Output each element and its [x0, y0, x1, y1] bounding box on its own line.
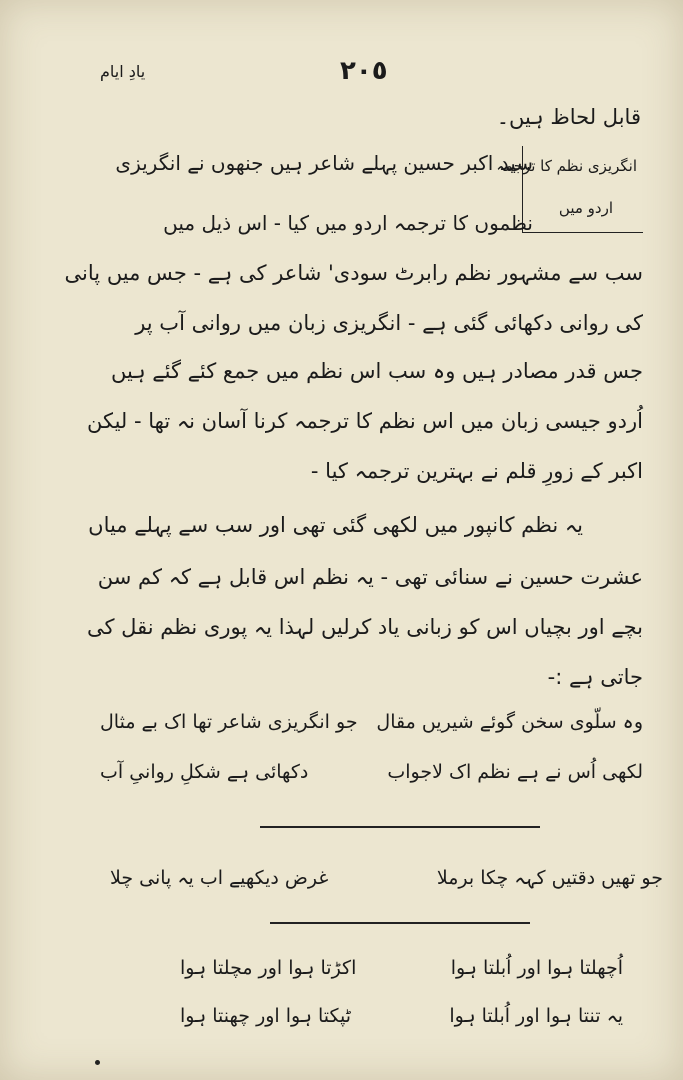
text-line: کی روانی دکھائی گئی ہے - انگریزی زبان میں روانی آب پر — [135, 311, 643, 335]
verse-hemistich: دکھائی ہے شکلِ روانیِ آب — [100, 761, 309, 783]
divider-rule — [270, 922, 530, 924]
margin-note-line: انگریزی نظم کا ترجمہ — [496, 157, 637, 175]
text-line: جاتی ہے :- — [547, 665, 643, 689]
verse-row — [40, 952, 643, 984]
verse-row — [40, 862, 663, 894]
text-line: قابل لحاظ ہیں۔ — [496, 105, 641, 129]
verse-hemistich: اُچھلتا ہوا اور اُبلتا ہوا — [450, 957, 623, 979]
page-number: ٢٠٥ — [340, 56, 388, 86]
text-line: جس قدر مصادر ہیں وہ سب اس نظم میں جمع کئے گئے ہیں — [111, 359, 643, 383]
running-title: یادِ ایام — [100, 62, 146, 81]
verse-hemistich: جو تھیں دقتیں کہہ چکا برملا — [436, 867, 663, 889]
text-line: یہ نظم کانپور میں لکھی گئی تھی اور سب سے پہلے میاں — [88, 513, 583, 537]
divider-rule — [260, 826, 540, 828]
verse-hemistich: لکھی اُس نے ہے نظم اک لاجواب — [387, 761, 643, 783]
verse-hemistich: وہ سلّوی سخن گوئے شیریں مقال — [376, 711, 643, 733]
text-line: نظموں کا ترجمہ اردو میں کیا - اس ذیل میں — [163, 211, 533, 235]
text-line: بچے اور بچیاں اس کو زبانی یاد کرلیں لہذا یہ پوری نظم نقل کی — [86, 615, 643, 639]
text-line: اُردو جیسی زبان میں اس نظم کا ترجمہ کرنا آسان نہ تھا - لیکن — [87, 409, 643, 433]
verse-hemistich: اکڑتا ہوا اور مچلتا ہوا — [180, 957, 357, 979]
verse-hemistich: جو انگریزی شاعر تھا اک بے مثال — [100, 711, 358, 733]
verse-row — [40, 1000, 643, 1032]
margin-note — [496, 146, 643, 233]
verse-hemistich: یہ تنتا ہوا اور اُبلتا ہوا — [449, 1005, 623, 1027]
verse-hemistich: غرض دیکھیے اب یہ پانی چلا — [110, 867, 329, 889]
ink-dot — [95, 1060, 100, 1065]
verse-row — [40, 756, 643, 788]
verse-row — [40, 706, 643, 738]
margin-note-line: اردو میں — [558, 199, 613, 217]
text-line: اکبر کے زورِ قلم نے بہترین ترجمہ کیا - — [310, 459, 643, 483]
page-header — [0, 52, 683, 92]
verse-hemistich: ٹپکتا ہوا اور چھنتا ہوا — [180, 1005, 352, 1027]
text-line: سید اکبر حسین پہلے شاعر ہیں جنھوں نے انگریزی — [115, 151, 533, 175]
text-line: عشرت حسین نے سنائی تھی - یہ نظم اس قابل ہے کہ کم سن — [97, 565, 643, 589]
text-line: سب سے مشہور نظم رابرٹ سودی' شاعر کی ہے - جس میں پانی — [64, 261, 643, 285]
